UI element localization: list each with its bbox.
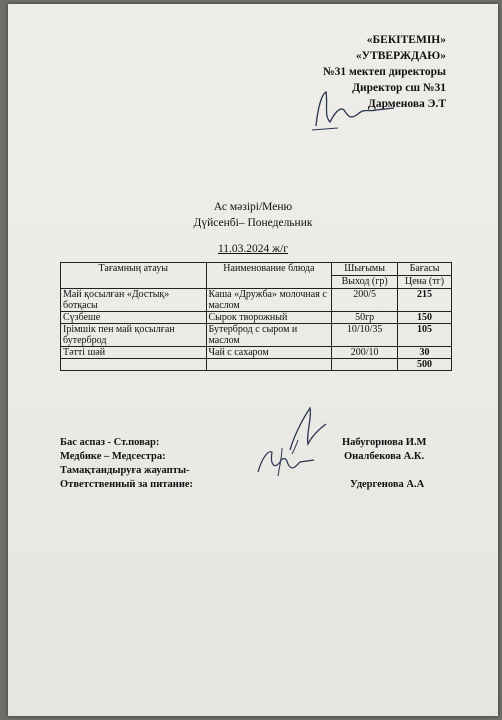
nurse-name: Оналбекова А.К. [344, 451, 425, 462]
approval-line: Директор сш №31 [352, 82, 446, 94]
dish-kz: Ірімшік пен май қосылған бутерброд [61, 324, 207, 347]
document-page [8, 4, 498, 716]
dish-output: 50гр [332, 312, 398, 324]
table-row [61, 312, 452, 324]
menu-date: 11.03.2024 ж/г [217, 243, 289, 255]
total-row [61, 359, 452, 371]
staff-block [60, 436, 440, 492]
dish-kz: Сүзбеше [61, 312, 207, 324]
dish-price: 215 [398, 289, 452, 312]
approval-line: «БЕКІТЕМІН» [366, 34, 446, 46]
dish-output: 200/10 [332, 347, 398, 359]
table-row [61, 289, 452, 312]
cook-label: Бас аспаз - Ст.повар: [60, 437, 160, 448]
table-row [61, 347, 452, 359]
approval-line: №31 мектеп директоры [323, 66, 446, 78]
approval-line: «УТВЕРЖДАЮ» [355, 50, 446, 62]
menu-title: Ас мәзірі/Меню [213, 201, 293, 213]
header-price-sub: Цена (тг) [398, 276, 452, 289]
approval-line: Дарменова Э.Т [367, 98, 446, 110]
header-output: Шығымы [332, 263, 398, 276]
menu-day: Дүйсенбі– Понедельник [193, 217, 313, 229]
dish-ru: Чай с сахаром [206, 347, 332, 359]
responsible-name: Удергенова А.А [350, 479, 425, 490]
nurse-label: Медбике – Медсестра: [60, 451, 166, 462]
responsible-label-kz: Тамақтандыруға жауапты- [60, 465, 190, 476]
dish-kz: Тәтті шәй [61, 347, 207, 359]
menu-table [60, 262, 452, 371]
dish-ru: Сырок творожный [206, 312, 332, 324]
dish-price: 105 [398, 324, 452, 347]
dish-output: 10/10/35 [332, 324, 398, 347]
header-price: Бағасы [398, 263, 452, 276]
header-output-sub: Выход (гр) [332, 276, 398, 289]
director-signature [304, 86, 404, 136]
dish-price: 30 [398, 347, 452, 359]
responsible-label-ru: Ответственный за питание: [60, 479, 194, 490]
dish-output: 200/5 [332, 289, 398, 312]
cook-name: Набугорнова И.М [342, 437, 427, 448]
header-name-ru: Наименование блюда [206, 263, 332, 289]
dish-ru: Каша «Дружба» молочная с маслом [206, 289, 332, 312]
total-price: 500 [398, 359, 452, 371]
dish-ru: Бутерброд с сыром и маслом [206, 324, 332, 347]
header-name-kz: Тағамның атауы [61, 263, 207, 289]
dish-kz: Май қосылған «Достық» ботқасы [61, 289, 207, 312]
dish-price: 150 [398, 312, 452, 324]
table-row [61, 324, 452, 347]
